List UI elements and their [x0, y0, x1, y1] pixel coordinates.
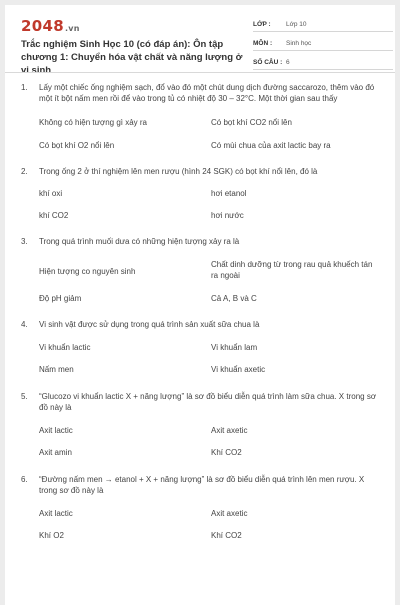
question-body: “Glucozo vi khuẩn lactic X + năng lượng” là sơ đồ biểu diễn quá trình làm sữa chua. X trong sơ đồ này là [39, 392, 377, 412]
answer-option[interactable]: Khí O2 [39, 531, 64, 540]
header-divider [5, 72, 395, 73]
question-number: 5. [21, 392, 28, 401]
question-number: 1. [21, 83, 28, 92]
question-number: 4. [21, 320, 28, 329]
answer-option[interactable]: Hiện tượng co nguyên sinh [39, 267, 136, 276]
answer-option[interactable]: hơi etanol [211, 189, 247, 198]
answer-option[interactable]: Có bọt khí O2 nổi lên [39, 141, 115, 150]
answer-option[interactable]: Axit lactic [39, 509, 73, 518]
answer-option[interactable]: Axit lactic [39, 426, 73, 435]
document-title: Trắc nghiệm Sinh Học 10 (có đáp án): Ôn tập chương 1: Chuyển hóa vật chất và năng lượng ở vi sinh [21, 39, 243, 76]
answer-option[interactable]: Khí CO2 [211, 531, 242, 540]
answer-option[interactable]: Vi khuẩn axetic [211, 365, 266, 374]
question-number: 2. [21, 167, 28, 176]
question-body: Trong quá trình muối dưa có những hiện tượng xảy ra là [39, 237, 240, 246]
question-body: Vi sinh vật được sử dụng trong quá trình sản xuất sữa chua là [39, 320, 260, 329]
meta-label: LỚP : [253, 20, 271, 28]
answer-option[interactable]: Nấm men [39, 365, 74, 374]
answer-option[interactable]: Có bọt khí CO2 nổi lên [211, 118, 292, 127]
meta-value: Lớp 10 [286, 20, 307, 28]
meta-value: Sinh học [286, 39, 312, 47]
worksheet-page [5, 5, 395, 605]
question-text [21, 82, 381, 104]
answer-option[interactable]: Độ pH giảm [39, 294, 82, 303]
meta-row-class [253, 17, 393, 32]
answer-option[interactable]: Axit amin [39, 448, 72, 457]
answer-option[interactable]: Không có hiện tượng gì xảy ra [39, 118, 147, 127]
meta-label: SỐ CÂU : [253, 58, 283, 66]
answer-option[interactable]: Vi khuẩn lam [211, 343, 258, 352]
question-number: 6. [21, 475, 28, 484]
answer-option[interactable]: hơi nước [211, 211, 244, 220]
meta-label: MÔN : [253, 39, 273, 47]
meta-value: 6 [286, 58, 290, 66]
question-text [21, 319, 381, 330]
question-number: 3. [21, 237, 28, 246]
answer-option[interactable]: Khí CO2 [211, 448, 242, 457]
meta-row-count [253, 55, 393, 70]
question-text [21, 166, 381, 177]
answer-option[interactable]: Axit axetic [211, 426, 248, 435]
question-body: Trong ống 2 ở thí nghiệm lên men rượu (hình 24 SGK) có bọt khí nổi lên, đó là [39, 167, 318, 176]
worksheet-meta [253, 17, 393, 74]
answer-option[interactable]: Có mùi chua của axit lactic bay ra [211, 141, 331, 150]
answer-option[interactable]: Vi khuẩn lactic [39, 343, 91, 352]
logo-text: 2048 [21, 17, 64, 35]
logo-suffix: .vn [64, 24, 80, 33]
question-body: “Đường nấm men → etanol + X + năng lượng” là sơ đồ biểu diễn quá trình lên men rượu. X trong sơ đồ này là [39, 475, 365, 495]
answer-option[interactable]: khí CO2 [39, 211, 69, 220]
answer-option[interactable]: Cả A, B và C [211, 294, 257, 303]
question-text [21, 236, 381, 247]
answer-option[interactable]: Axit axetic [211, 509, 248, 518]
question-body: Lấy một chiếc ống nghiệm sạch, đổ vào đó một chút dung dịch đường saccarozo, thêm vào đó một ít bột nấm men rồi để vào trong tủ có nhiệt độ 30 – 32°C. Một thời gian sau thấy [39, 83, 375, 103]
site-logo[interactable] [21, 17, 80, 35]
meta-row-subject [253, 36, 393, 51]
question-text [21, 391, 381, 413]
question-text [21, 474, 381, 496]
answer-option[interactable]: khí oxi [39, 189, 63, 198]
answer-option[interactable]: Chất dinh dưỡng từ trong rau quả khuếch tán ra ngoài [211, 260, 373, 280]
